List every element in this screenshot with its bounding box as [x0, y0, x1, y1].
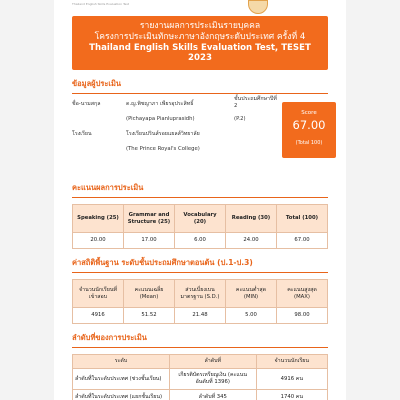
seal-logo-icon: [248, 0, 268, 14]
score-label: Score: [301, 110, 317, 116]
cell-rank: เกียรติบัตรเหรียญเงิน (คะแนนอันดับที่ 1396): [169, 369, 256, 390]
candidate-section-title: ข้อมูลผู้ประเมิน: [72, 78, 328, 94]
banner-title-th: รายงานผลการประเมินรายบุคคล: [139, 21, 261, 31]
cell-students: 4916 คน: [256, 369, 327, 390]
col-total: Total (100): [277, 205, 328, 233]
cell-min: 5.00: [226, 308, 277, 324]
table-row: [73, 369, 328, 390]
col-level: ระดับ: [73, 355, 170, 369]
table-row: [73, 308, 328, 324]
candidate-info: [72, 94, 328, 174]
table-header-row: [73, 280, 328, 308]
grade-label: ชั้นประถมศึกษาปีที่ 2: [234, 96, 277, 109]
col-rank: ลำดับที่: [169, 355, 256, 369]
col-vocabulary: Vocabulary (20): [175, 205, 226, 233]
table-header-row: [73, 205, 328, 233]
report-page: [54, 0, 346, 400]
grade-code: (P.2): [234, 116, 246, 122]
cell-speaking: 20.00: [73, 233, 124, 249]
scores-section-title: คะแนนผลการประเมิน: [72, 182, 328, 198]
stats-table: [72, 279, 328, 324]
col-sd: ส่วนเบี่ยงเบนมาตรฐาน (S.D.): [175, 280, 226, 308]
name-label: ชื่อ-นามสกุล: [72, 101, 101, 107]
school-name-th: โรงเรียนปรินส์รอยแยลส์วิทยาลัย: [126, 131, 200, 137]
table-row: [73, 390, 328, 400]
cell-mean: 51.52: [124, 308, 175, 324]
school-label: โรงเรียน: [72, 131, 92, 137]
cell-rank: ลำดับที่ 345: [169, 390, 256, 400]
cell-level: ลำดับที่ในระดับประเทศ (ช่วงชั้นเรียน): [73, 369, 170, 390]
report-banner: [72, 16, 328, 70]
col-students: จำนวนนักเรียน: [256, 355, 327, 369]
cell-sd: 21.48: [175, 308, 226, 324]
school-name-en: (The Prince Royal's College): [126, 146, 200, 152]
cell-level: ลำดับที่ในระดับประเทศ (แยกชั้นเรียน): [73, 390, 170, 400]
cell-vocabulary: 6.00: [175, 233, 226, 249]
stats-section-title: ค่าสถิติพื้นฐาน ระดับชั้นประถมศึกษาตอนต้น (ป.1-ป.3): [72, 257, 328, 273]
cell-max: 98.00: [277, 308, 328, 324]
cell-total: 67.00: [277, 233, 328, 249]
col-max: คะแนนสูงสุด (MAX): [277, 280, 328, 308]
col-speaking: Speaking (25): [73, 205, 124, 233]
score-value: 67.00: [292, 118, 326, 132]
ranking-table: [72, 354, 328, 400]
col-min: คะแนนต่ำสุด (MIN): [226, 280, 277, 308]
col-grammar: Grammar and Structure (25): [124, 205, 175, 233]
table-row: [73, 233, 328, 249]
score-total: (Total 100): [295, 140, 323, 146]
header-small-text: Thailand English Skills Evaluation Test: [72, 2, 129, 6]
ranking-section-title: ลำดับที่ของการประเมิน: [72, 332, 328, 348]
candidate-name-en: (Pichayapa Pianluprasidh): [126, 116, 195, 122]
banner-title-en: Thailand English Skills Evaluation Test, TESET: [89, 43, 311, 53]
cell-grammar: 17.00: [124, 233, 175, 249]
banner-year: 2023: [188, 53, 212, 63]
col-participants: จำนวนนักเรียนที่เข้าสอบ: [73, 280, 124, 308]
page-header: [54, 0, 346, 16]
cell-participants: 4916: [73, 308, 124, 324]
scores-table: [72, 204, 328, 249]
cell-students: 1740 คน: [256, 390, 327, 400]
col-mean: คะแนนเฉลี่ย (Mean): [124, 280, 175, 308]
table-header-row: [73, 355, 328, 369]
col-reading: Reading (30): [226, 205, 277, 233]
candidate-name-th: ด.ญ.พิชญาภา เพียรอุประสิทธิ์: [126, 101, 194, 107]
cell-reading: 24.00: [226, 233, 277, 249]
total-score-box: [282, 102, 336, 158]
banner-project-th: โครงการประเมินทักษะภาษาอังกฤษระดับประเทศ ครั้งที่ 4: [94, 32, 306, 42]
